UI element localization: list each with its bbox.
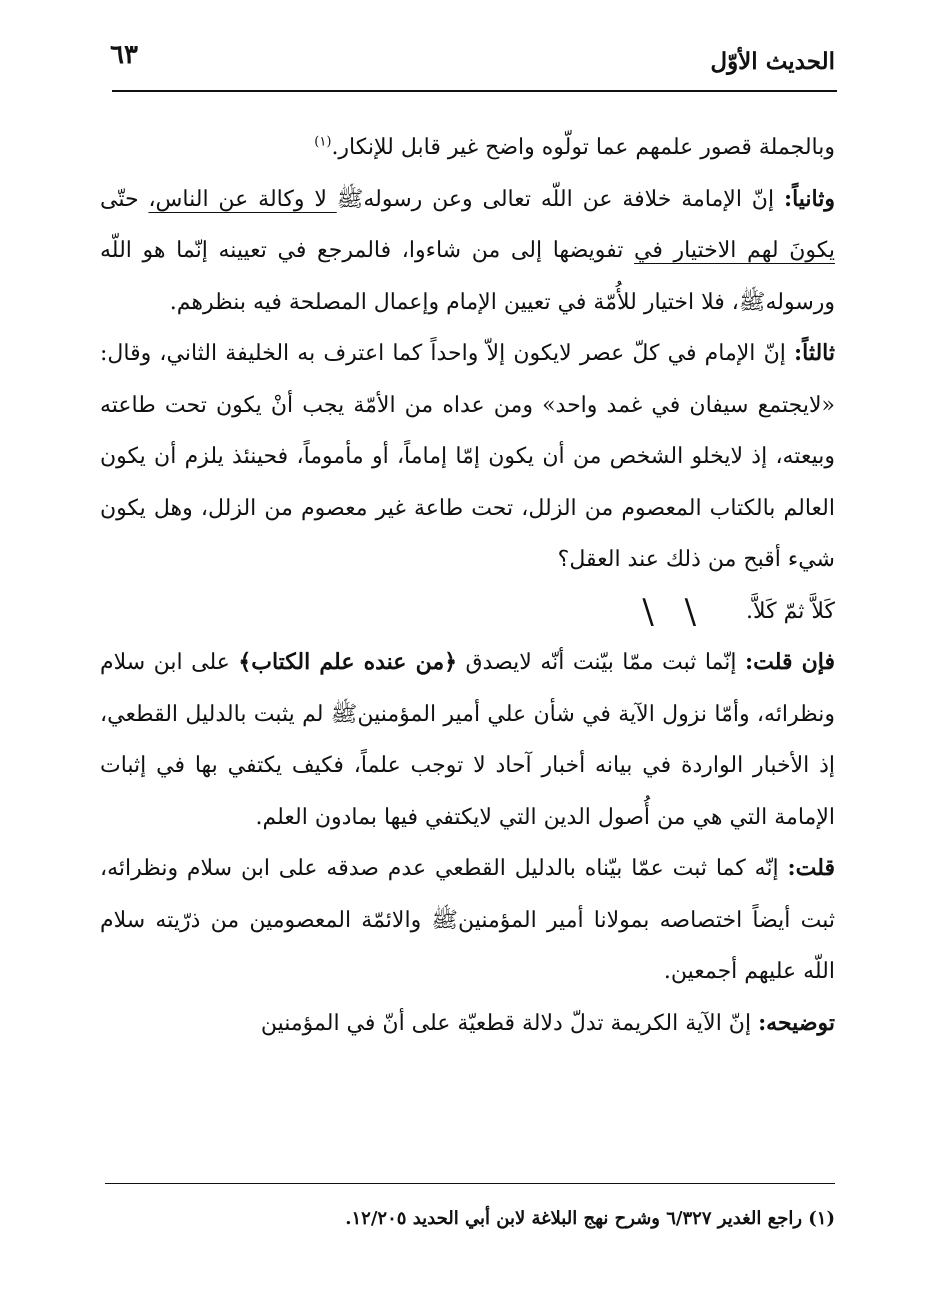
paragraph-2-lead: وثانياً:	[783, 185, 835, 212]
paragraph-5-lead: قلت:	[787, 855, 835, 881]
paragraph-6-lead: توضيحه:	[758, 1009, 835, 1036]
paragraph-2-text-2: حتّى	[100, 186, 149, 212]
paragraph-6-text: إنّ الآية الكريمة تدلّ دلالة قطعيّة على أنّ في المؤمنين	[260, 1010, 759, 1036]
paragraph-4-text-1: إنّما ثبت ممّا بيّنت أنّه لايصدق	[457, 650, 745, 675]
paragraph-2-text-1: إنّ الإمامة خلافة عن اللّه تعالى وعن رسوله	[363, 186, 784, 212]
paragraph-6	[100, 998, 835, 1050]
salawat-symbol: ﷺ	[330, 701, 358, 727]
paragraph-1	[100, 122, 835, 174]
footnote: (١) راجع الغدير ٦/٣٢٧ وشرح نهج البلاغة لابن أبي الحديد ١٢/٢٠٥.	[345, 1208, 835, 1229]
paragraph-5-text-1: إنّه كما ثبت عمّا بيّناه بالدليل القطعي عدم صدقه على ابن سلام ونظرائه، ثبت أيضاً اختصاصه بمولانا أمير المؤمنين	[100, 856, 835, 933]
paragraph-3-text: إنّ الإمام في كلّ عصر لايكون إلاّ واحداً كما اعترف به الخليفة الثاني، وقال: «لايجتمع سيفان في غمد واحد» ومن عداه من الأمّة يجب أنْ يكون تحت طاعته وبيعته، إذ لايخلو الشخص من أن يكون إمّا إماماً، أو مأموماً، فحينئذ يلزم أن يكون العالم بالكتاب المعصوم من الزلل، تحت طاعة غير معصوم من الزلل، وهل يكون شيء أقبح من ذلك عند العقل؟	[100, 341, 836, 572]
page-number: ٦٣	[110, 40, 138, 70]
salawat-symbol: ﷺ	[336, 186, 364, 212]
salawat-symbol: ﷺ	[738, 289, 766, 315]
header-divider	[112, 90, 837, 92]
paragraph-2-text-3: تفويضها إلى من شاءوا، فالمرجع في تعيينه إنّما هو اللّه ورسوله	[100, 238, 835, 315]
salawat-symbol: ﷺ	[431, 907, 458, 933]
underlined-phrase-2: يكونَ لهم الاختيار في	[634, 238, 835, 263]
paragraph-5-text-2: والائمّة المعصومين من ذرّيته سلام اللّه عليهم أجمعين.	[100, 907, 835, 984]
paragraph-5	[100, 843, 835, 998]
paragraph-3-lead: ثالثاً:	[794, 340, 835, 366]
footnote-marker: (١)	[314, 134, 332, 150]
footnote-divider	[105, 1183, 835, 1184]
handwritten-marks: \ \	[642, 591, 707, 632]
paragraph-2-text-4: ، فلا اختيار للأُمّة في تعيين الإمام وإعمال المصلحة فيه بنظرهم.	[169, 289, 739, 315]
main-text	[100, 122, 835, 1049]
paragraph-1-text: وبالجملة قصور علمهم عما تولّوه واضح غير قابل للإنكار.	[331, 135, 835, 160]
underlined-phrase-1: لا وكالة عن الناس،	[148, 186, 337, 212]
paragraph-3	[100, 328, 835, 637]
paragraph-4-lead: فإن قلت:	[744, 649, 836, 675]
paragraph-4-text-3: لم يثبت بالدليل القطعي، إذ الأخبار الواردة في بيانه أخبار آحاد لا توجب علماً، فكيف يكتفي بها في إثبات الإمامة التي هي من أُصول الدين التي لايكتفي فيها بمادون العلم.	[100, 701, 835, 830]
paragraph-4	[100, 637, 835, 843]
paragraph-4-text-2: على ابن سلام ونظرائه، وأمّا نزول الآية في شأن علي أمير المؤمنين	[100, 650, 835, 727]
quranic-quote: ﴿من عنده علم الكتاب﴾	[238, 649, 457, 675]
paragraph-2	[100, 174, 835, 329]
running-title: الحديث الأوّل	[710, 48, 835, 75]
paragraph-3-closing: كَلاَّ ثمّ كَلاَّ.	[746, 598, 835, 624]
